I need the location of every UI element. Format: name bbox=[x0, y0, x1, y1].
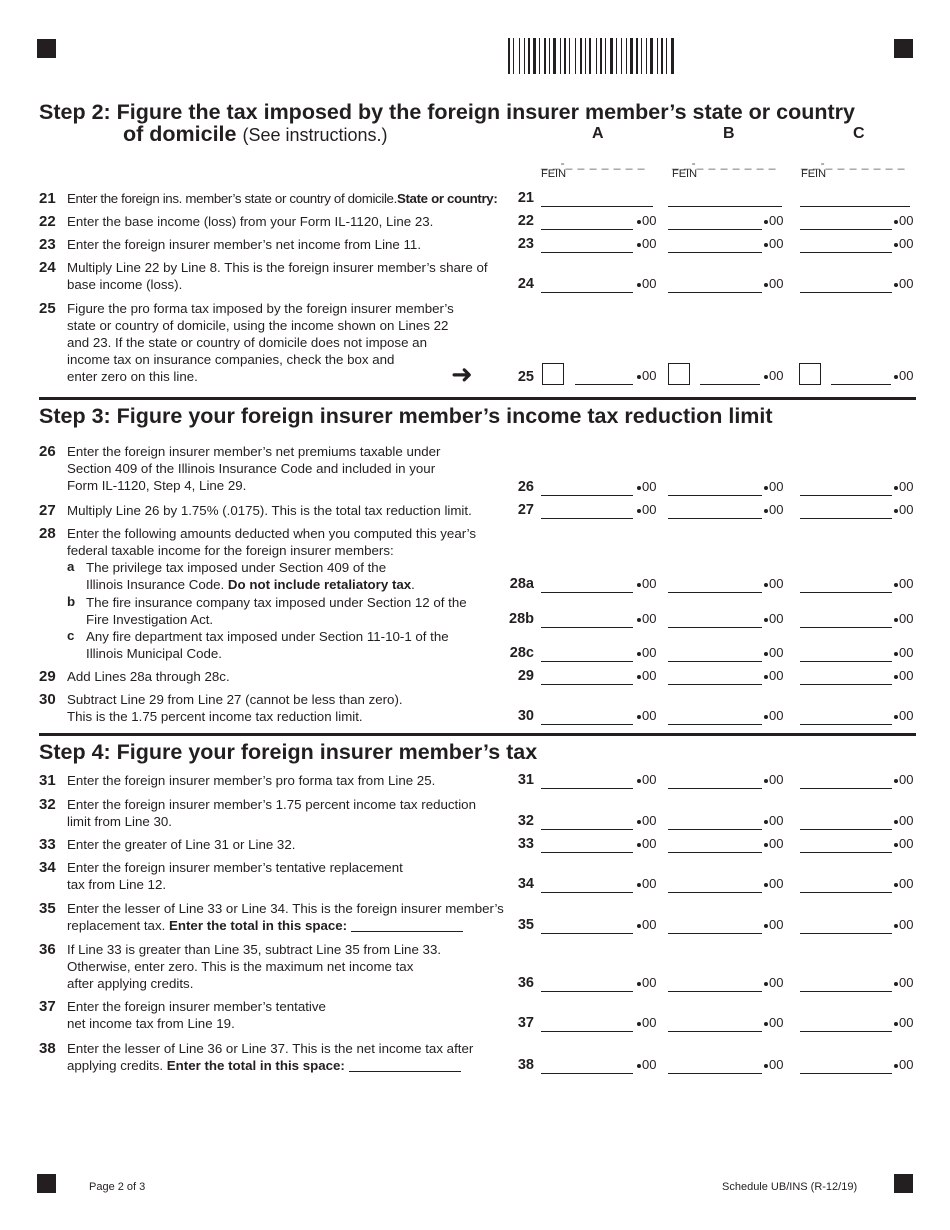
barcode-bar bbox=[614, 38, 615, 74]
line-description: Multiply Line 22 by Line 8. This is the foreign insurer member’s share of base income (loss). bbox=[67, 260, 488, 292]
amount-field-b[interactable] bbox=[668, 1015, 762, 1032]
line-number: 27 bbox=[39, 502, 56, 519]
cents-label: 00 bbox=[894, 708, 913, 723]
cents-label: 00 bbox=[894, 611, 913, 626]
amount-field-c[interactable] bbox=[800, 1057, 892, 1074]
line-description: The fire insurance company tax imposed under Section 12 of the Fire Investigation Act. bbox=[86, 595, 467, 627]
line-label: 27 bbox=[517, 502, 534, 518]
amount-field-c[interactable] bbox=[800, 276, 892, 293]
state-field-b[interactable] bbox=[668, 190, 782, 207]
cents-label: 00 bbox=[764, 576, 783, 591]
barcode-bar bbox=[600, 38, 602, 74]
amount-field-b[interactable] bbox=[668, 917, 762, 934]
barcode-bar bbox=[639, 38, 640, 74]
no-income-tax-checkbox-b[interactable] bbox=[668, 363, 690, 385]
amount-field-b[interactable] bbox=[700, 368, 760, 385]
cents-label: 00 bbox=[894, 975, 913, 990]
line-number: 25 bbox=[39, 300, 56, 317]
line-description: Enter the foreign insurer member’s tentative net income tax from Line 19. bbox=[67, 999, 326, 1031]
barcode-bar bbox=[587, 38, 588, 74]
line-description: Enter the lesser of Line 33 or Line 34. This is the foreign insurer member’s replacement tax. Enter the total in this space: bbox=[67, 901, 504, 933]
line-description: If Line 33 is greater than Line 35, subtract Line 35 from Line 33. Otherwise, enter zero. This is the maximum net income tax after applying credits. bbox=[67, 942, 442, 991]
barcode-bar bbox=[626, 38, 627, 74]
amount-field-a[interactable] bbox=[541, 502, 633, 519]
amount-field-c[interactable] bbox=[800, 772, 892, 789]
registration-mark-top-left bbox=[37, 39, 56, 58]
barcode-bar bbox=[607, 38, 609, 74]
barcode-bar bbox=[564, 38, 566, 74]
step4-title: Step 4: Figure your foreign insurer member’s tax bbox=[39, 740, 538, 764]
amount-field-b[interactable] bbox=[668, 876, 762, 893]
cents-label: 00 bbox=[637, 975, 656, 990]
barcode-bar bbox=[526, 38, 527, 74]
column-a-header: A bbox=[592, 125, 604, 142]
barcode-bar bbox=[580, 38, 582, 74]
cents-label: 00 bbox=[764, 645, 783, 660]
amount-field-b[interactable] bbox=[668, 213, 762, 230]
cents-label: 00 bbox=[894, 836, 913, 851]
line-number: 32 bbox=[39, 796, 56, 813]
amount-field-c[interactable] bbox=[800, 836, 892, 853]
amount-field-a[interactable] bbox=[541, 708, 633, 725]
line-label: 38 bbox=[517, 1057, 534, 1073]
cents-label: 00 bbox=[764, 479, 783, 494]
barcode-bar bbox=[668, 38, 670, 74]
barcode-bar bbox=[524, 38, 525, 74]
barcode-bar bbox=[567, 38, 568, 74]
cents-label: 00 bbox=[637, 236, 656, 251]
cents-label: 00 bbox=[894, 1015, 913, 1030]
line-label: 34 bbox=[517, 876, 534, 892]
barcode bbox=[508, 38, 704, 74]
cents-label: 00 bbox=[637, 668, 656, 683]
cents-label: 00 bbox=[637, 213, 656, 228]
line-label: 25 bbox=[517, 369, 534, 385]
barcode-bar bbox=[575, 38, 576, 74]
cents-label: 00 bbox=[894, 772, 913, 787]
cents-label: 00 bbox=[637, 576, 656, 591]
column-c-header: C bbox=[853, 125, 865, 142]
sub-letter: c bbox=[67, 628, 75, 643]
amount-field-a[interactable] bbox=[541, 772, 633, 789]
arrow-right-icon: ➜ bbox=[451, 359, 473, 389]
line-description: Multiply Line 26 by 1.75% (.0175). This is the total tax reduction limit. bbox=[67, 503, 472, 518]
barcode-bar bbox=[657, 38, 658, 74]
barcode-bar bbox=[511, 38, 512, 74]
column-b-header: B bbox=[723, 125, 735, 142]
cents-label: 00 bbox=[764, 1015, 783, 1030]
amount-field-b[interactable] bbox=[668, 668, 762, 685]
amount-field-c[interactable] bbox=[800, 1015, 892, 1032]
cents-label: 00 bbox=[764, 917, 783, 932]
line-description: Enter the lesser of Line 36 or Line 37. This is the net income tax after applying credits. Enter the total in this space: bbox=[67, 1041, 474, 1073]
line-label: 28c bbox=[509, 645, 534, 661]
state-field-c[interactable] bbox=[800, 190, 910, 207]
barcode-bar bbox=[623, 38, 625, 74]
amount-field-a[interactable] bbox=[541, 813, 633, 830]
amount-field-c[interactable] bbox=[800, 213, 892, 230]
line-label: 30 bbox=[517, 708, 534, 724]
cents-label: 00 bbox=[764, 368, 783, 383]
line-label: 26 bbox=[517, 479, 534, 495]
line-label: 32 bbox=[517, 813, 534, 829]
line-number: 21 bbox=[39, 190, 56, 207]
amount-field-a[interactable] bbox=[541, 645, 633, 662]
cents-label: 00 bbox=[764, 276, 783, 291]
cents-label: 00 bbox=[894, 276, 913, 291]
cents-label: 00 bbox=[637, 1057, 656, 1072]
cents-label: 00 bbox=[894, 917, 913, 932]
amount-field-a[interactable] bbox=[541, 1057, 633, 1074]
cents-label: 00 bbox=[894, 813, 913, 828]
amount-field-c[interactable] bbox=[800, 479, 892, 496]
amount-field-a[interactable] bbox=[541, 479, 633, 496]
barcode-bar bbox=[537, 38, 538, 74]
line-description: Enter the foreign ins. member’s state or country of domicile.State or country: bbox=[67, 191, 498, 206]
fein-field-b[interactable]: _ _-_ _ _ _ _ _ _ FEIN bbox=[672, 156, 777, 180]
barcode-bar bbox=[643, 38, 645, 74]
barcode-bar bbox=[630, 38, 633, 74]
amount-field-b[interactable] bbox=[668, 975, 762, 992]
registration-mark-bottom-right bbox=[894, 1174, 913, 1193]
amount-field-c[interactable] bbox=[800, 668, 892, 685]
barcode-bar bbox=[553, 38, 556, 74]
amount-field-a[interactable] bbox=[541, 213, 633, 230]
line-label: 37 bbox=[517, 1015, 534, 1031]
total-field-35[interactable] bbox=[351, 919, 463, 932]
barcode-bar bbox=[610, 38, 613, 74]
cents-label: 00 bbox=[764, 502, 783, 517]
line-description: Enter the foreign insurer member’s pro forma tax from Line 25. bbox=[67, 773, 436, 788]
amount-field-c[interactable] bbox=[800, 236, 892, 253]
cents-label: 00 bbox=[637, 645, 656, 660]
barcode-bar bbox=[648, 38, 649, 74]
cents-label: 00 bbox=[764, 668, 783, 683]
line-label: 28a bbox=[509, 576, 534, 592]
amount-field-b[interactable] bbox=[668, 813, 762, 830]
amount-field-a[interactable] bbox=[541, 276, 633, 293]
cents-label: 00 bbox=[637, 813, 656, 828]
line-number: 29 bbox=[39, 668, 56, 685]
barcode-bar bbox=[589, 38, 591, 74]
cents-label: 00 bbox=[764, 611, 783, 626]
cents-label: 00 bbox=[637, 1015, 656, 1030]
cents-label: 00 bbox=[764, 236, 783, 251]
cents-label: 00 bbox=[764, 772, 783, 787]
line-description: Enter the greater of Line 31 or Line 32. bbox=[67, 837, 296, 852]
no-income-tax-checkbox-a[interactable] bbox=[542, 363, 564, 385]
cents-label: 00 bbox=[637, 876, 656, 891]
line-description: Enter the foreign insurer member’s net income from Line 11. bbox=[67, 237, 422, 252]
barcode-bar bbox=[636, 38, 638, 74]
page-number: Page 2 of 3 bbox=[89, 1181, 146, 1193]
cents-label: 00 bbox=[764, 213, 783, 228]
barcode-bar bbox=[641, 38, 642, 74]
amount-field-a[interactable] bbox=[541, 576, 633, 593]
state-field-a[interactable] bbox=[541, 190, 653, 207]
cents-label: 00 bbox=[894, 668, 913, 683]
amount-field-c[interactable] bbox=[800, 975, 892, 992]
barcode-bar bbox=[562, 38, 563, 74]
line-label: 35 bbox=[517, 917, 534, 933]
line-label: 29 bbox=[517, 668, 534, 684]
cents-label: 00 bbox=[894, 236, 913, 251]
barcode-bar bbox=[585, 38, 586, 74]
amount-field-a[interactable] bbox=[541, 876, 633, 893]
line-number: 22 bbox=[39, 213, 56, 230]
step3-title: Step 3: Figure your foreign insurer member’s income tax reduction limit bbox=[39, 404, 773, 428]
amount-field-b[interactable] bbox=[668, 479, 762, 496]
barcode-bar bbox=[571, 38, 574, 74]
step2-title: Step 2: Figure the tax imposed by the foreign insurer member’s state or country bbox=[39, 100, 855, 124]
cents-label: 00 bbox=[764, 876, 783, 891]
barcode-bar bbox=[549, 38, 550, 74]
line-number: 24 bbox=[39, 259, 56, 276]
line-description: Enter the foreign insurer member’s 1.75 percent income tax reduction limit from Line 30. bbox=[67, 797, 476, 829]
line-description: Add Lines 28a through 28c. bbox=[67, 669, 230, 684]
cents-label: 00 bbox=[637, 368, 656, 383]
cents-label: 00 bbox=[637, 611, 656, 626]
cents-label: 00 bbox=[894, 876, 913, 891]
amount-field-b[interactable] bbox=[668, 236, 762, 253]
barcode-bar bbox=[508, 38, 510, 74]
cents-label: 00 bbox=[764, 1057, 783, 1072]
amount-field-c[interactable] bbox=[800, 917, 892, 934]
amount-field-b[interactable] bbox=[668, 1057, 762, 1074]
amount-field-c[interactable] bbox=[831, 368, 891, 385]
cents-label: 00 bbox=[894, 368, 913, 383]
line-number: 33 bbox=[39, 836, 56, 853]
line-number: 37 bbox=[39, 998, 56, 1015]
barcode-bar bbox=[666, 38, 667, 74]
cents-label: 00 bbox=[637, 772, 656, 787]
fein-field-c[interactable]: _ _-_ _ _ _ _ _ _ FEIN bbox=[801, 156, 906, 180]
amount-field-a[interactable] bbox=[541, 668, 633, 685]
amount-field-a[interactable] bbox=[541, 836, 633, 853]
line-label: 36 bbox=[517, 975, 534, 991]
barcode-bar bbox=[539, 38, 540, 74]
cents-label: 00 bbox=[894, 1057, 913, 1072]
amount-field-c[interactable] bbox=[800, 645, 892, 662]
cents-label: 00 bbox=[637, 276, 656, 291]
cents-label: 00 bbox=[894, 213, 913, 228]
cents-label: 00 bbox=[764, 975, 783, 990]
amount-field-a[interactable] bbox=[541, 917, 633, 934]
barcode-bar bbox=[513, 38, 514, 74]
barcode-bar bbox=[577, 38, 579, 74]
line-number: 34 bbox=[39, 859, 56, 876]
cents-label: 00 bbox=[764, 836, 783, 851]
cents-label: 00 bbox=[637, 708, 656, 723]
line-number: 23 bbox=[39, 236, 56, 253]
line-description: The privilege tax imposed under Section 409 of the Illinois Insurance Code. Do not include retaliatory tax. bbox=[86, 560, 415, 592]
barcode-bar bbox=[528, 38, 530, 74]
barcode-bar bbox=[544, 38, 546, 74]
form-id: Schedule UB/INS (R-12/19) bbox=[722, 1181, 858, 1193]
cents-label: 00 bbox=[637, 917, 656, 932]
barcode-bar bbox=[661, 38, 663, 74]
amount-field-b[interactable] bbox=[668, 772, 762, 789]
cents-label: 00 bbox=[764, 708, 783, 723]
amount-field-a[interactable] bbox=[541, 236, 633, 253]
amount-field-c[interactable] bbox=[800, 576, 892, 593]
amount-field-c[interactable] bbox=[800, 813, 892, 830]
amount-field-a[interactable] bbox=[541, 1015, 633, 1032]
line-number: 36 bbox=[39, 941, 56, 958]
amount-field-b[interactable] bbox=[668, 576, 762, 593]
line-description: Subtract Line 29 from Line 27 (cannot be less than zero). This is the 1.75 percent income tax reduction limit. bbox=[67, 692, 403, 724]
sub-letter: a bbox=[67, 559, 75, 574]
barcode-bar bbox=[583, 38, 584, 74]
sub-letter: b bbox=[67, 594, 76, 609]
cents-label: 00 bbox=[637, 836, 656, 851]
barcode-bar bbox=[560, 38, 561, 74]
amount-field-a[interactable] bbox=[541, 611, 633, 628]
line-number: 26 bbox=[39, 443, 56, 460]
line-description: Enter the base income (loss) from your Form IL-1120, Line 23. bbox=[67, 214, 434, 229]
registration-mark-bottom-left bbox=[37, 1174, 56, 1193]
barcode-bar bbox=[654, 38, 656, 74]
barcode-bar bbox=[531, 38, 532, 74]
cents-label: 00 bbox=[637, 502, 656, 517]
line-description: Any fire department tax imposed under Section 11-10-1 of the Illinois Municipal Code. bbox=[86, 629, 449, 661]
barcode-bar bbox=[557, 38, 559, 74]
line-label: 24 bbox=[517, 276, 534, 292]
no-income-tax-checkbox-c[interactable] bbox=[799, 363, 821, 385]
barcode-bar bbox=[596, 38, 597, 74]
line-description: Enter the foreign insurer member’s tentative replacement tax from Line 12. bbox=[67, 860, 403, 892]
line-number: 38 bbox=[39, 1040, 56, 1057]
total-field-38[interactable] bbox=[349, 1059, 461, 1072]
line-label: 21 bbox=[517, 190, 534, 206]
amount-field-b[interactable] bbox=[668, 611, 762, 628]
barcode-bar bbox=[618, 38, 620, 74]
amount-field-a[interactable] bbox=[541, 975, 633, 992]
line-label: 33 bbox=[517, 836, 534, 852]
amount-field-c[interactable] bbox=[800, 611, 892, 628]
barcode-bar bbox=[664, 38, 665, 74]
barcode-bar bbox=[533, 38, 536, 74]
amount-field-b[interactable] bbox=[668, 502, 762, 519]
line-number: 28 bbox=[39, 525, 56, 542]
barcode-bar bbox=[671, 38, 674, 74]
cents-label: 00 bbox=[764, 813, 783, 828]
line-number: 31 bbox=[39, 772, 56, 789]
line-label: 22 bbox=[517, 213, 534, 229]
line-description: Enter the following amounts deducted when you computed this year’s federal taxable income for the foreign insurer members: bbox=[67, 526, 477, 558]
barcode-bar bbox=[603, 38, 604, 74]
barcode-bar bbox=[515, 38, 518, 74]
cents-label: 00 bbox=[894, 645, 913, 660]
barcode-bar bbox=[521, 38, 523, 74]
barcode-bar bbox=[605, 38, 606, 74]
barcode-bar bbox=[628, 38, 629, 74]
barcode-bar bbox=[551, 38, 552, 74]
barcode-bar bbox=[659, 38, 660, 74]
barcode-bar bbox=[547, 38, 548, 74]
barcode-bar bbox=[616, 38, 617, 74]
line-label: 31 bbox=[517, 772, 534, 788]
section-divider bbox=[39, 397, 916, 400]
line-description: Figure the pro forma tax imposed by the foreign insurer member’s state or country of domicile, using the income shown on Lines 22 and 23. If the state or country of domicile does not impose an income tax on insurance companies, check the box and enter zero on this line. bbox=[67, 301, 454, 384]
fein-field-a[interactable]: _ _-_ _ _ _ _ _ _ FEIN bbox=[541, 156, 646, 180]
section-divider bbox=[39, 733, 916, 736]
barcode-bar bbox=[646, 38, 647, 74]
barcode-bar bbox=[541, 38, 543, 74]
barcode-bar bbox=[634, 38, 635, 74]
line-description: Enter the foreign insurer member’s net premiums taxable under Section 409 of the Illinois Insurance Code and included in your Form IL-1120, Step 4, Line 29. bbox=[67, 444, 441, 493]
line-label: 23 bbox=[517, 236, 534, 252]
cents-label: 00 bbox=[894, 479, 913, 494]
amount-field-c[interactable] bbox=[800, 876, 892, 893]
amount-field-b[interactable] bbox=[668, 708, 762, 725]
cents-label: 00 bbox=[894, 576, 913, 591]
amount-field-c[interactable] bbox=[800, 502, 892, 519]
barcode-bar bbox=[621, 38, 622, 74]
line-number: 30 bbox=[39, 691, 56, 708]
amount-field-b[interactable] bbox=[668, 645, 762, 662]
line-number: 35 bbox=[39, 900, 56, 917]
barcode-bar bbox=[650, 38, 653, 74]
amount-field-a[interactable] bbox=[575, 368, 633, 385]
line-label: 28b bbox=[509, 611, 534, 627]
amount-field-c[interactable] bbox=[800, 708, 892, 725]
barcode-bar bbox=[598, 38, 599, 74]
cents-label: 00 bbox=[894, 502, 913, 517]
barcode-bar bbox=[569, 38, 570, 74]
amount-field-b[interactable] bbox=[668, 276, 762, 293]
cents-label: 00 bbox=[637, 479, 656, 494]
amount-field-b[interactable] bbox=[668, 836, 762, 853]
barcode-bar bbox=[592, 38, 595, 74]
registration-mark-top-right bbox=[894, 39, 913, 58]
barcode-bar bbox=[519, 38, 520, 74]
step2-title-line2: of domicile (See instructions.) bbox=[123, 122, 388, 146]
